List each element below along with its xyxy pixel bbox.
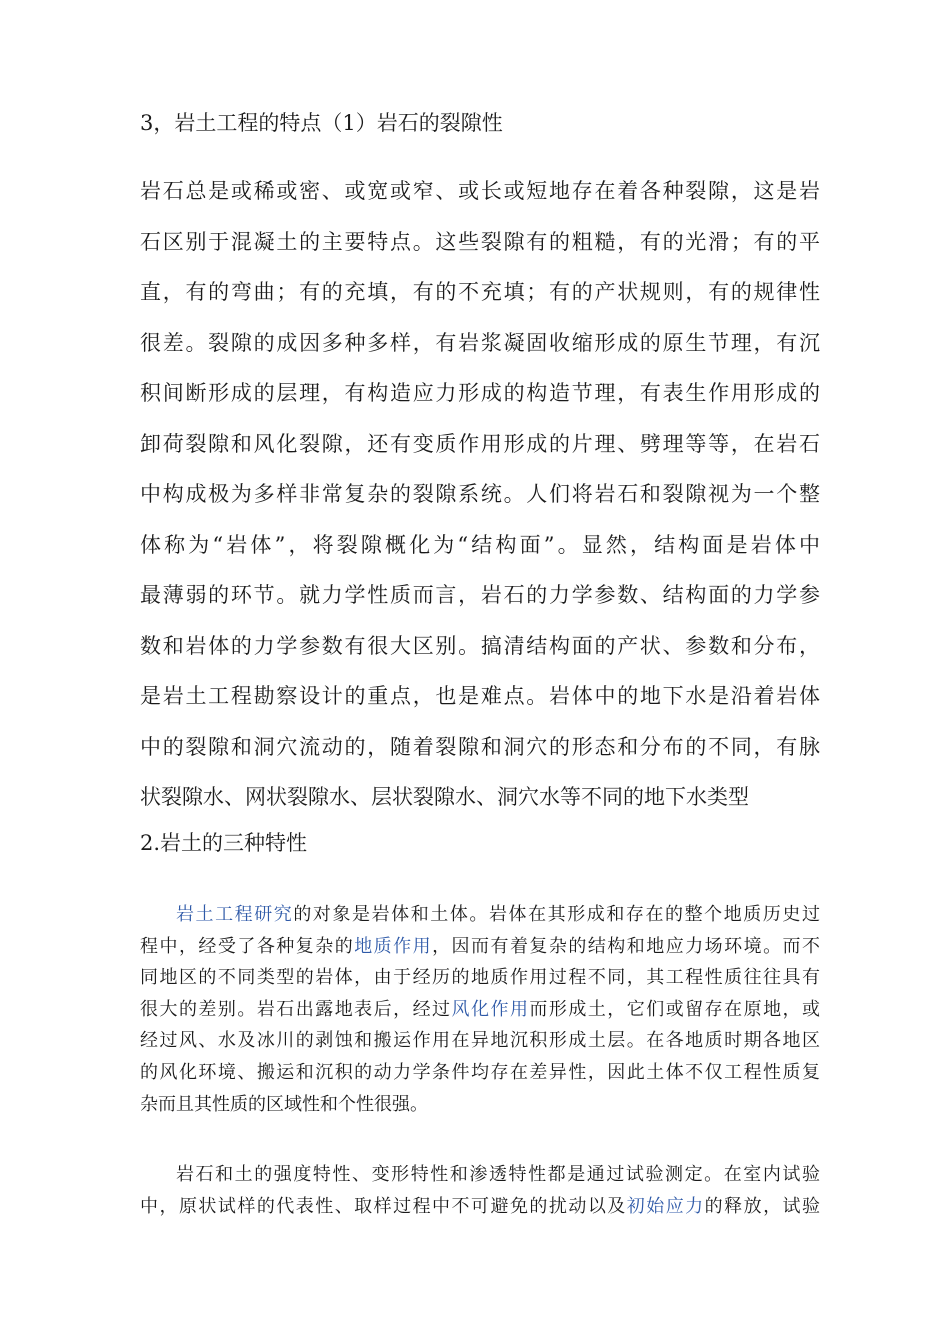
text-line: 积间断形成的层理，有构造应力形成的构造节理，有表生作用形成的: [140, 381, 820, 405]
text-line: 岩石总是或稀或密、或宽或窄、或长或短地存在着各种裂隙，这是岩: [140, 179, 820, 203]
text-line: 岩石和土的强度特性、变形特性和渗透特性都是通过试验测定。在室内试验: [176, 1164, 820, 1185]
text-line: 很差。裂隙的成因多种多样，有岩浆凝固收缩形成的原生节理，有沉: [140, 330, 820, 355]
text-span: 的对象是岩体和土体。岩体在其形成和存在的整个地质历史过: [293, 904, 820, 925]
text-line: 中构成极为多样非常复杂的裂隙系统。人们将岩石和裂隙视为一个整: [140, 482, 820, 506]
text-line: 状裂隙水、网状裂隙水、层状裂隙水、洞穴水等不同的地下水类型: [140, 785, 749, 809]
text-line: [140, 899, 820, 931]
text-span: ，因而有着复杂的结构和地应力场环境。而不: [432, 935, 821, 957]
text-line: 体称为“岩体”，将裂隙概化为“结构面”。显然，结构面是岩体中: [140, 532, 820, 557]
text-line: 直，有的弯曲；有的充填，有的不充填；有的产状规则，有的规律性: [140, 280, 820, 304]
text-span: 的释放，试验: [704, 1195, 821, 1217]
text-line: 数和岩体的力学参数有很大区别。搞清结构面的产状、参数和分布，: [140, 633, 820, 658]
link-weathering[interactable]: 风化作用: [451, 998, 530, 1020]
text-line: 同地区的不同类型的岩体，由于经历的地质作用过程不同，其工程性质往往具有: [140, 967, 820, 989]
paragraph-geotechnical-objects: [140, 899, 820, 1120]
text-line: [140, 1191, 820, 1223]
text-line: [140, 994, 820, 1026]
text-line: [140, 931, 820, 963]
text-line: 是岩土工程勘察设计的重点，也是难点。岩体中的地下水是沿着岩体: [140, 684, 820, 708]
text-span: 程中，经受了各种复杂的: [140, 935, 355, 957]
text-line: 石区别于混凝土的主要特点。这些裂隙有的粗糙，有的光滑；有的平: [140, 229, 820, 254]
section-heading-three-properties: 2.岩土的三种特性: [140, 831, 308, 855]
link-geotechnical-research[interactable]: 岩土工程研究: [176, 904, 294, 925]
text-span: 很大的差别。岩石出露地表后，经过: [140, 998, 452, 1020]
text-line: 中的裂隙和洞穴流动的，随着裂隙和洞穴的形态和分布的不同，有脉: [140, 734, 820, 759]
text-line: 的风化环境、搬运和沉积的动力学条件均存在差异性，因此土体不仅工程性质复: [140, 1061, 820, 1083]
text-line: 杂而且其性质的区域性和个性很强。: [140, 1093, 428, 1115]
text-line: 经过风、水及冰川的剥蚀和搬运作用在异地沉积形成土层。在各地质时期各地区: [140, 1030, 820, 1052]
link-initial-stress[interactable]: 初始应力: [626, 1195, 705, 1217]
section-heading-rock-fissures: 3，岩土工程的特点（1）岩石的裂隙性: [140, 111, 503, 135]
link-geological-action[interactable]: 地质作用: [354, 935, 433, 957]
text-span: 中，原状试样的代表性、取样过程中不可避免的扰动以及: [140, 1195, 627, 1217]
paragraph-testing: [140, 1159, 820, 1222]
text-line: 最薄弱的环节。就力学性质而言，岩石的力学参数、结构面的力学参: [140, 583, 820, 607]
text-span: 而形成土，它们或留存在原地，或: [529, 998, 821, 1020]
paragraph-rock-fissures: [140, 166, 820, 823]
text-line: 卸荷裂隙和风化裂隙，还有变质作用形成的片理、劈理等等，在岩石: [140, 431, 820, 456]
